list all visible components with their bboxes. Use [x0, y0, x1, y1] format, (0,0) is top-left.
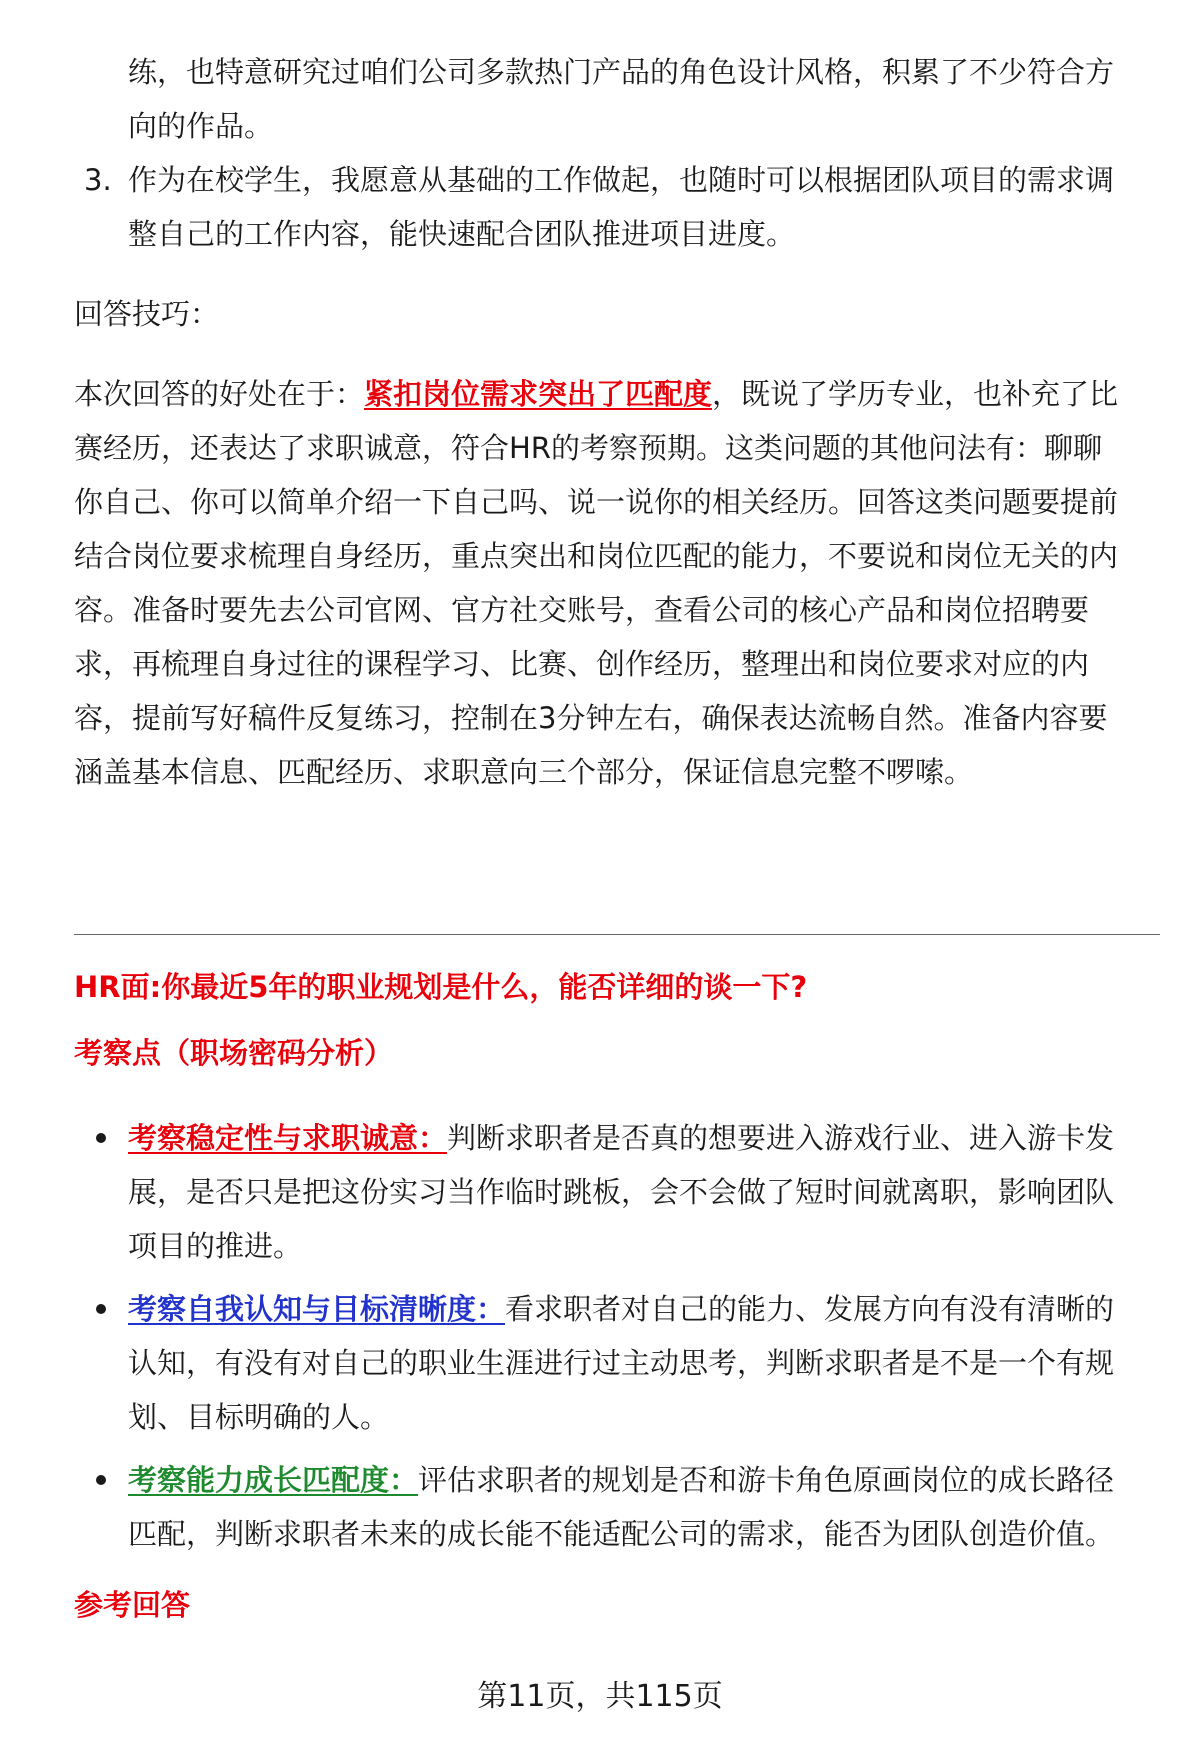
tips-line6: 求，再梳理自身过往的课程学习、比赛、创作经历，整理出和岗位要求对应的内	[74, 647, 1090, 681]
tips-line2: 赛经历，还表达了求职诚意，符合HR的考察预期。这类问题的其他问法有：聊聊	[74, 431, 1102, 465]
list-number: 3.	[84, 163, 112, 197]
tips-line4: 结合岗位要求梳理自身经历，重点突出和岗位匹配的能力，不要说和岗位无关的内	[74, 539, 1119, 573]
page-footer: 第11页，共115页	[477, 1679, 723, 1714]
reference-answer-heading: 参考回答	[74, 1588, 191, 1622]
section-divider	[74, 934, 1160, 935]
bullet-2-line3: 划、目标明确的人。	[128, 1400, 390, 1434]
tips-line5: 容。准备时要先去公司官网、官方社交账号，查看公司的核心产品和岗位招聘要	[74, 593, 1090, 627]
bullet-1-line2: 展，是否只是把这份实习当作临时跳板，会不会做了短时间就离职，影响团队	[128, 1175, 1115, 1209]
bullet-3-line1	[128, 1450, 1148, 1510]
bullet-1-text: 判断求职者是否真的想要进入游戏行业、进入游卡发	[447, 1121, 1115, 1155]
tips-line7: 容，提前写好稿件反复练习，控制在3分钟左右，确保表达流畅自然。准备内容要	[74, 701, 1108, 735]
exam-points-heading: 考察点（职场密码分析）	[74, 1036, 394, 1070]
tips-paragraph-line1	[74, 364, 1149, 424]
bullet-1-line1	[128, 1108, 1148, 1168]
bullet-dot	[96, 1304, 106, 1314]
bullet-dot	[96, 1475, 106, 1485]
bullet-2-line2: 认知，有没有对自己的职业生涯进行过主动思考，判断求职者是不是一个有规	[128, 1346, 1115, 1380]
bullet-dot	[96, 1133, 106, 1143]
bullet-2-title: 考察自我认知与目标清晰度：	[128, 1292, 506, 1326]
bullet-1-title: 考察稳定性与求职诚意：	[128, 1121, 448, 1155]
tips-highlight: 紧扣岗位需求突出了匹配度	[364, 377, 713, 411]
bullet-3-title: 考察能力成长匹配度：	[128, 1463, 419, 1497]
bullet-1-line3: 项目的推进。	[128, 1229, 303, 1263]
bullet-3-text: 评估求职者的规划是否和游卡角色原画岗位的成长路径	[418, 1463, 1115, 1497]
bullet-2-line1	[128, 1279, 1148, 1339]
item2-continuation-line1: 练，也特意研究过咱们公司多款热门产品的角色设计风格，积累了不少符合方	[128, 55, 1115, 89]
item3-line2: 整自己的工作内容，能快速配合团队推进项目进度。	[128, 217, 796, 251]
item2-continuation-line2: 向的作品。	[128, 109, 274, 143]
item3-line1: 作为在校学生，我愿意从基础的工作做起，也随时可以根据团队项目的需求调	[128, 163, 1115, 197]
tips-line3: 你自己、你可以简单介绍一下自己吗、说一说你的相关经历。回答这类问题要提前	[74, 485, 1119, 519]
tips-line8: 涵盖基本信息、匹配经历、求职意向三个部分，保证信息完整不啰嗦。	[74, 755, 974, 789]
bullet-2-text: 看求职者对自己的能力、发展方向有没有清晰的	[505, 1292, 1115, 1326]
tips-suffix: ，既说了学历专业，也补充了比	[712, 377, 1119, 411]
bullet-3-line2: 匹配，判断求职者未来的成长能不能适配公司的需求，能否为团队创造价值。	[128, 1517, 1115, 1551]
question-heading: HR面:你最近5年的职业规划是什么，能否详细的谈一下?	[74, 970, 808, 1004]
tips-prefix: 本次回答的好处在于：	[74, 377, 365, 411]
tips-label: 回答技巧：	[74, 297, 220, 331]
